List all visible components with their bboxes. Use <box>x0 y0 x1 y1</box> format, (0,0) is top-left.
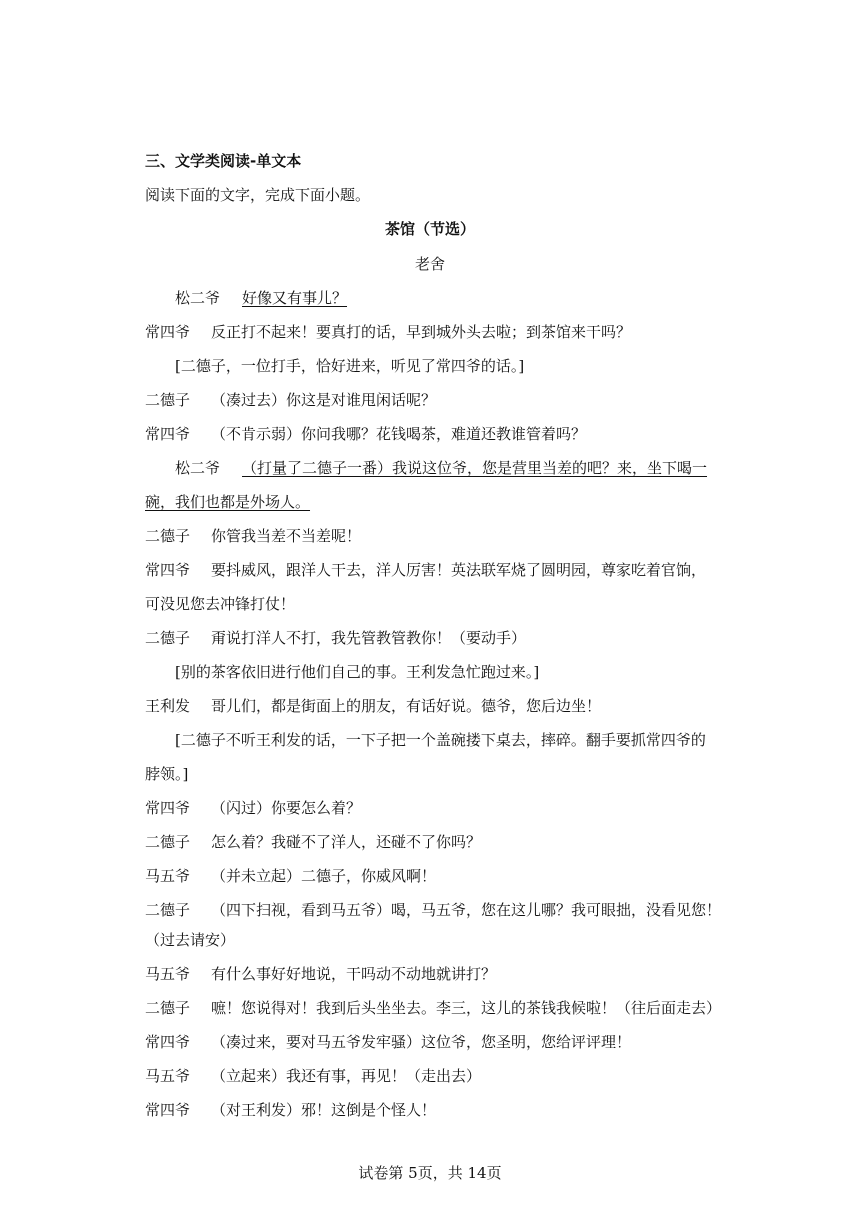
speaker-name: 马五爷 <box>145 1067 191 1085</box>
dialogue-text: （四下扫视，看到马五爷）喝，马五爷，您在这儿哪？我可眼拙，没看见您！ <box>211 901 722 919</box>
dialogue-continuation: （过去请安） <box>145 931 236 949</box>
dialogue-line <box>145 998 720 1018</box>
speaker-name: 常四爷 <box>145 1101 191 1119</box>
speaker-name: 马五爷 <box>145 965 191 983</box>
stage-direction-continuation: 脖领。] <box>145 765 189 783</box>
speaker-name: 二德子 <box>145 901 191 919</box>
dialogue-continuation: 可没见您去冲锋打仗！ <box>145 595 296 613</box>
underlined-text: 碗，我们也都是外场人。 <box>145 493 311 511</box>
dialogue-line <box>145 628 720 648</box>
instruction-text: 阅读下面的文字，完成下面小题。 <box>145 186 371 204</box>
speaker-name: 常四爷 <box>145 1033 191 1051</box>
speaker-name: 常四爷 <box>145 425 191 443</box>
dialogue-text: （闪过）你要怎么着？ <box>211 799 362 817</box>
dialogue-line <box>145 1066 720 1086</box>
dialogue-text: 你管我当差不当差呢！ <box>211 527 362 545</box>
speaker-name: 常四爷 <box>145 323 191 341</box>
speaker-name: 王利发 <box>145 697 191 715</box>
dialogue-text: （对王利发）邪！这倒是个怪人！ <box>211 1101 437 1119</box>
stage-direction: [二德子，一位打手，恰好进来，听见了常四爷的话。] <box>175 357 525 375</box>
dialogue-text: 嗻！您说得对！我到后头坐坐去。李三，这儿的茶钱我候啦！（往后面走去） <box>211 999 722 1017</box>
section-heading: 三、文学类阅读-单文本 <box>145 152 302 170</box>
dialogue-line <box>145 1032 720 1052</box>
speaker-name: 二德子 <box>145 391 191 409</box>
dialogue-line <box>175 458 720 478</box>
speaker-name: 松二爷 <box>175 289 221 307</box>
dialogue-continuation <box>145 492 720 512</box>
passage-title: 茶馆（节选） <box>384 220 475 238</box>
stage-direction: [别的茶客依旧进行他们自己的事。王利发急忙跑过来。] <box>175 663 540 681</box>
dialogue-line <box>145 1100 720 1120</box>
dialogue-text: （凑过去）你这是对谁甩闲话呢？ <box>211 391 437 409</box>
dialogue-line <box>145 322 720 342</box>
passage-author: 老舍 <box>414 255 445 273</box>
dialogue-text: （凑过来，要对马五爷发牢骚）这位爷，您圣明，您给评评理！ <box>211 1033 632 1051</box>
dialogue-text: （不肯示弱）你问我哪？花钱喝茶，难道还教谁管着吗？ <box>211 425 587 443</box>
dialogue-line <box>145 964 720 984</box>
dialogue-text: 怎么着？我碰不了洋人，还碰不了你吗？ <box>211 833 482 851</box>
dialogue-text: 有什么事好好地说，干吗动不动地就讲打？ <box>211 965 497 983</box>
dialogue-line <box>145 798 720 818</box>
dialogue-line <box>175 288 720 308</box>
dialogue-line <box>145 560 720 580</box>
speaker-name: 常四爷 <box>145 561 191 579</box>
dialogue-line <box>145 866 720 886</box>
dialogue-line <box>145 390 720 410</box>
dialogue-line <box>145 832 720 852</box>
underlined-text: （打量了二德子一番）我说这位爷，您是营里当差的吧？来，坐下喝一 <box>242 459 708 477</box>
underlined-text: 好像又有事儿？ <box>242 289 348 307</box>
dialogue-text: 要抖威风，跟洋人干去，洋人厉害！英法联军烧了圆明园，尊家吃着官饷， <box>211 561 707 579</box>
stage-direction: [二德子不听王利发的话，一下子把一个盖碗搂下桌去，摔碎。翻手要抓常四爷的 <box>175 731 706 749</box>
dialogue-text: 哥儿们，都是街面上的朋友，有话好说。德爷，您后边坐！ <box>211 697 602 715</box>
dialogue-line <box>145 900 720 920</box>
speaker-name: 松二爷 <box>175 459 221 477</box>
speaker-name: 二德子 <box>145 629 191 647</box>
dialogue-line <box>145 424 720 444</box>
speaker-name: 马五爷 <box>145 867 191 885</box>
speaker-name: 二德子 <box>145 999 191 1017</box>
dialogue-text: 反正打不起来！要真打的话，早到城外头去啦；到茶馆来干吗？ <box>211 323 632 341</box>
dialogue-text: 甭说打洋人不打，我先管教管教你！（要动手） <box>211 629 527 647</box>
speaker-name: 二德子 <box>145 833 191 851</box>
dialogue-line <box>145 526 720 546</box>
dialogue-text: （并未立起）二德子，你威风啊！ <box>211 867 437 885</box>
speaker-name: 常四爷 <box>145 799 191 817</box>
dialogue-text: （立起来）我还有事，再见！（走出去） <box>211 1067 482 1085</box>
page-footer: 试卷第 5页，共 14页 <box>358 1164 502 1182</box>
speaker-name: 二德子 <box>145 527 191 545</box>
dialogue-line <box>145 696 720 716</box>
